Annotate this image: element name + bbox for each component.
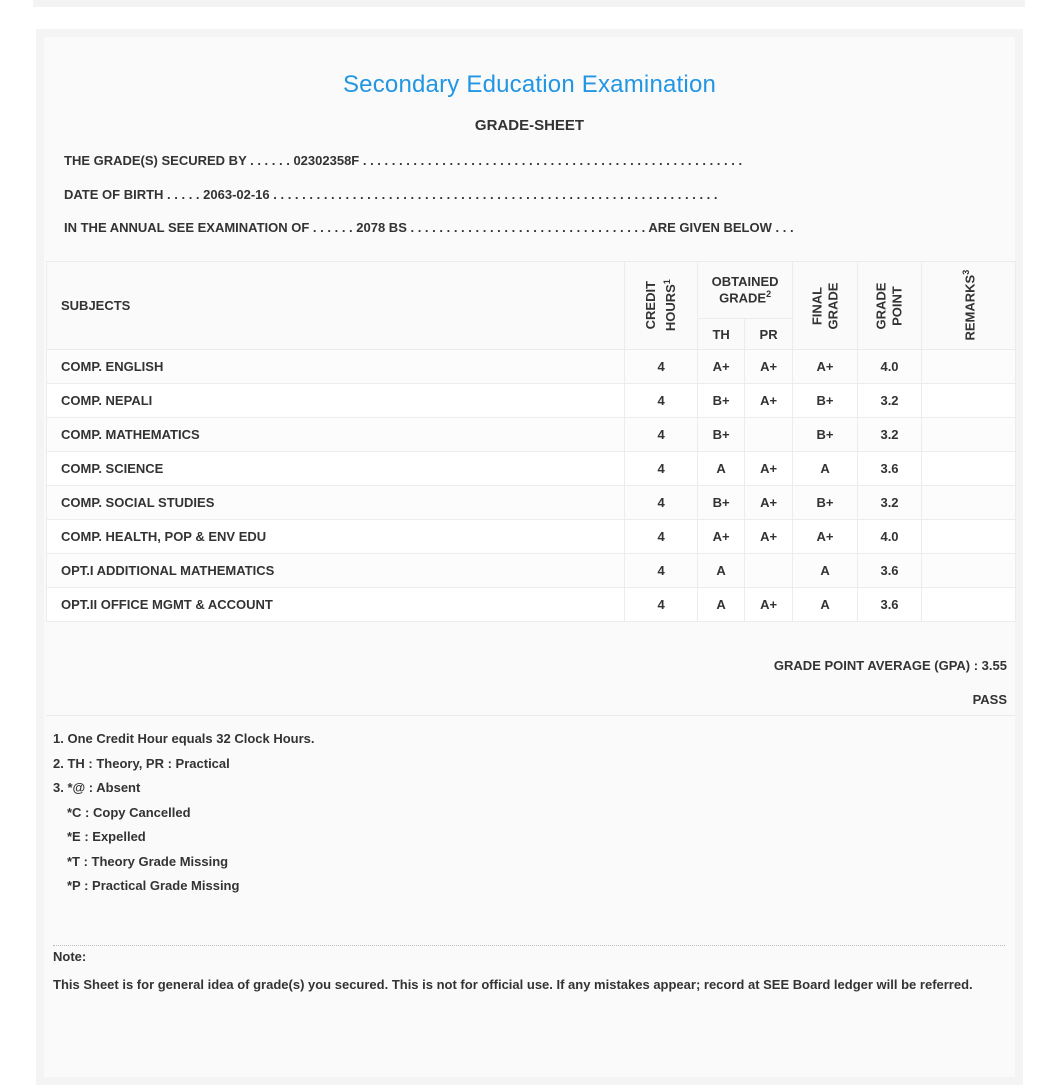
final-grade-cell: A bbox=[793, 554, 858, 588]
remarks-cell bbox=[922, 384, 1016, 418]
gradesheet-panel bbox=[44, 37, 1015, 1077]
credit-cell: 4 bbox=[625, 452, 698, 486]
footnote-item: *C : Copy Cancelled bbox=[67, 804, 191, 820]
subject-cell: COMP. HEALTH, POP & ENV EDU bbox=[47, 520, 625, 554]
footnote-item: 3. *@ : Absent bbox=[53, 780, 141, 795]
subject-cell: COMP. ENGLISH bbox=[47, 350, 625, 384]
table-row bbox=[47, 520, 1016, 554]
remarks-cell bbox=[922, 452, 1016, 486]
footnote-item: *E : Expelled bbox=[67, 829, 146, 844]
theory-grade-cell: A bbox=[698, 452, 745, 486]
header-remarks: REMARKS$^3$ bbox=[922, 262, 1016, 350]
practical-grade-cell: A+ bbox=[745, 486, 793, 520]
practical-grade-cell: A+ bbox=[745, 520, 793, 554]
remarks-cell bbox=[922, 486, 1016, 520]
subject-cell: OPT.I ADDITIONAL MATHEMATICS bbox=[47, 554, 625, 588]
subject-cell: COMP. NEPALI bbox=[47, 384, 625, 418]
grade-point-cell: 3.2 bbox=[858, 384, 922, 418]
info-date-of-birth: DATE OF BIRTH . . . . . 2063-02-16 . . . . . . . . . . . . . . . . . . . . . . . . . . . . . . . . . . . . . . . . . . . . . . . . . . . . . . . . . . . . . . bbox=[64, 187, 718, 202]
practical-grade-cell: A+ bbox=[745, 384, 793, 418]
remarks-cell bbox=[922, 554, 1016, 588]
final-grade-cell: B+ bbox=[793, 418, 858, 452]
credit-cell: 4 bbox=[625, 588, 698, 622]
table-row bbox=[47, 486, 1016, 520]
practical-grade-cell bbox=[745, 418, 793, 452]
final-grade-cell: B+ bbox=[793, 384, 858, 418]
header-final-grade: FINAL GRADE bbox=[793, 262, 858, 350]
footnotes bbox=[53, 727, 315, 899]
credit-cell: 4 bbox=[625, 384, 698, 418]
header-subjects: SUBJECTS bbox=[47, 262, 625, 350]
final-grade-cell: A bbox=[793, 452, 858, 486]
footnote-item: *P : Practical Grade Missing bbox=[67, 878, 240, 893]
grade-point-cell: 3.6 bbox=[858, 554, 922, 588]
grade-point-cell: 3.6 bbox=[858, 452, 922, 486]
final-grade-cell: A+ bbox=[793, 350, 858, 384]
grade-point-cell: 3.2 bbox=[858, 418, 922, 452]
practical-grade-cell: A+ bbox=[745, 452, 793, 486]
theory-grade-cell: A bbox=[698, 554, 745, 588]
table-row bbox=[47, 588, 1016, 622]
header-theory: TH bbox=[698, 319, 745, 350]
divider bbox=[46, 715, 1015, 716]
theory-grade-cell: B+ bbox=[698, 486, 745, 520]
final-grade-cell: A bbox=[793, 588, 858, 622]
page-title: Secondary Education Examination bbox=[342, 71, 717, 98]
credit-cell: 4 bbox=[625, 418, 698, 452]
grade-point-cell: 4.0 bbox=[858, 350, 922, 384]
theory-grade-cell: A+ bbox=[698, 520, 745, 554]
note-text: This Sheet is for general idea of grade(s) you secured. This is not for official use. If any mistakes appear; record at SEE Board ledger will be referred. bbox=[53, 977, 973, 992]
dotted-divider bbox=[53, 945, 1005, 946]
table-row bbox=[47, 350, 1016, 384]
header-obtained-grade: OBTAINED GRADE$^2$ bbox=[698, 262, 793, 319]
remarks-cell bbox=[922, 588, 1016, 622]
practical-grade-cell: A+ bbox=[745, 350, 793, 384]
grades-table bbox=[46, 261, 1016, 622]
credit-cell: 4 bbox=[625, 350, 698, 384]
result-status: PASS bbox=[972, 692, 1007, 707]
subject-cell: COMP. SCIENCE bbox=[47, 452, 625, 486]
final-grade-cell: B+ bbox=[793, 486, 858, 520]
subject-cell: COMP. MATHEMATICS bbox=[47, 418, 625, 452]
footnote-item: 1. One Credit Hour equals 32 Clock Hours. bbox=[53, 731, 315, 746]
remarks-cell bbox=[922, 350, 1016, 384]
remarks-cell bbox=[922, 520, 1016, 554]
credit-cell: 4 bbox=[625, 520, 698, 554]
grade-point-cell: 3.2 bbox=[858, 486, 922, 520]
gpa-summary: GRADE POINT AVERAGE (GPA) : 3.55 bbox=[773, 658, 1007, 673]
theory-grade-cell: A+ bbox=[698, 350, 745, 384]
subject-cell: COMP. SOCIAL STUDIES bbox=[47, 486, 625, 520]
practical-grade-cell: A+ bbox=[745, 588, 793, 622]
table-row bbox=[47, 452, 1016, 486]
grade-point-cell: 3.6 bbox=[858, 588, 922, 622]
info-exam-year: IN THE ANNUAL SEE EXAMINATION OF . . . . . . 2078 BS . . . . . . . . . . . . . . . . . . . . . . . . . . . . . . . . . ARE GIVEN BELOW . . . bbox=[64, 220, 794, 235]
header-grade-point: GRADE POINT bbox=[858, 262, 922, 350]
subject-cell: OPT.II OFFICE MGMT & ACCOUNT bbox=[47, 588, 625, 622]
note-label: Note: bbox=[53, 949, 87, 964]
theory-grade-cell: B+ bbox=[698, 418, 745, 452]
table-row bbox=[47, 418, 1016, 452]
final-grade-cell: A+ bbox=[793, 520, 858, 554]
theory-grade-cell: B+ bbox=[698, 384, 745, 418]
header-practical: PR bbox=[745, 319, 793, 350]
table-row bbox=[47, 384, 1016, 418]
header-credit-hours: CREDIT HOURS$^1$ bbox=[625, 262, 698, 350]
grade-point-cell: 4.0 bbox=[858, 520, 922, 554]
practical-grade-cell bbox=[745, 554, 793, 588]
remarks-cell bbox=[922, 418, 1016, 452]
credit-cell: 4 bbox=[625, 554, 698, 588]
info-student-id: THE GRADE(S) SECURED BY . . . . . . 02302358F . . . . . . . . . . . . . . . . . . . . . . . . . . . . . . . . . . . . . . . . . . . . . . . . . . . . . bbox=[64, 153, 743, 168]
page-subtitle: GRADE-SHEET bbox=[474, 117, 585, 134]
theory-grade-cell: A bbox=[698, 588, 745, 622]
footnote-item: *T : Theory Grade Missing bbox=[67, 853, 229, 869]
credit-cell: 4 bbox=[625, 486, 698, 520]
table-row bbox=[47, 554, 1016, 588]
gradesheet-container bbox=[36, 29, 1023, 1085]
footnote-item: 2. TH : Theory, PR : Practical bbox=[53, 755, 230, 771]
top-bar bbox=[33, 0, 1025, 7]
